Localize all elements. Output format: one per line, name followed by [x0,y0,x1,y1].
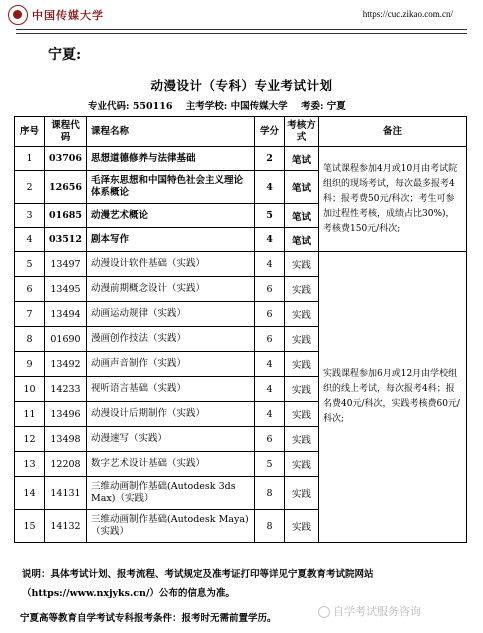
row-index: 9 [15,352,45,377]
course-code: 13497 [45,252,87,277]
program-meta [88,98,356,112]
course-name: 剧本写作 [87,228,255,252]
col-header-code: 课程代码 [45,117,87,147]
exam-method: 实践 [285,427,319,452]
course-credit: 8 [255,477,285,510]
watermark-logo-icon [318,606,330,618]
table-header-row [15,117,467,147]
note-practice-exam: 实践课程参加6月或12月由学校组织的线上考试，每次报考4科；报名费40元/科次，实践考核费60元/科次; [319,252,467,543]
exam-method: 实践 [285,477,319,510]
col-header-credit: 学分 [255,117,285,147]
course-name: 动漫艺术概论 [87,204,255,228]
course-name: 数字艺术设计基础（实践） [87,452,255,477]
footer-note: 说明：具体考试计划、报考流程、考试规定及准考证打印等详见宁夏教育考试院网站（https://www.nxjyks.cn/）公布的信息为准。 [22,569,374,599]
row-index: 3 [15,204,45,228]
exam-method: 实践 [285,277,319,302]
course-code: 13494 [45,302,87,327]
exam-plan-table [14,116,467,543]
exam-method: 实践 [285,252,319,277]
logo-text: 中国传媒大学 [32,9,104,22]
row-index: 1 [15,147,45,171]
course-code: 01690 [45,327,87,352]
row-index: 11 [15,402,45,427]
course-code: 03706 [45,147,87,171]
course-credit: 6 [255,427,285,452]
course-code: 12656 [45,171,87,204]
university-logo [8,4,104,26]
exam-method: 实践 [285,327,319,352]
course-name: 动漫设计后期制作（实践） [87,402,255,427]
exam-method: 实践 [285,302,319,327]
course-credit: 6 [255,277,285,302]
host-school: 主考学校: 中国传媒大学 [185,101,288,112]
exam-method: 实践 [285,402,319,427]
exam-method: 笔试 [285,204,319,228]
exam-method: 实践 [285,352,319,377]
course-code: 14132 [45,510,87,543]
course-name: 漫画创作技法（实践） [87,327,255,352]
header-rule-thick [16,29,467,30]
table-row [15,252,467,277]
course-credit: 5 [255,452,285,477]
course-credit: 4 [255,352,285,377]
document-title: 动漫设计（专科）专业考试计划 [150,78,333,93]
row-index: 12 [15,427,45,452]
course-name: 视听语言基础（实践） [87,377,255,402]
course-code: 13498 [45,427,87,452]
course-code: 13496 [45,402,87,427]
row-index: 8 [15,327,45,352]
course-credit: 6 [255,327,285,352]
exam-method: 笔试 [285,171,319,204]
course-code: 14233 [45,377,87,402]
course-credit: 4 [255,402,285,427]
course-code: 01685 [45,204,87,228]
row-index: 13 [15,452,45,477]
exam-method: 笔试 [285,228,319,252]
course-credit: 6 [255,302,285,327]
course-name: 动漫设计软件基础（实践） [87,252,255,277]
course-name: 三维动画制作基础(Autodesk Maya)（实践） [87,510,255,543]
course-name: 三维动画制作基础(Autodesk 3ds Max)（实践） [87,477,255,510]
col-header-note: 备注 [319,117,467,147]
row-index: 14 [15,477,45,510]
page-header [0,0,483,34]
course-credit: 4 [255,252,285,277]
row-index: 4 [15,228,45,252]
exam-committee: 考委: 宁夏 [300,101,346,112]
exam-method: 实践 [285,377,319,402]
course-name: 动画运动规律（实践） [87,302,255,327]
row-index: 10 [15,377,45,402]
row-index: 6 [15,277,45,302]
course-credit: 4 [255,228,285,252]
col-header-name: 课程名称 [87,117,255,147]
course-name: 毛泽东思想和中国特色社会主义理论体系概论 [87,171,255,204]
row-index: 2 [15,171,45,204]
exam-method: 实践 [285,510,319,543]
program-code: 专业代码: 550116 [88,101,173,112]
col-header-exam: 考核方式 [285,117,319,147]
watermark [318,603,421,619]
table-row [15,147,467,171]
course-credit: 5 [255,204,285,228]
course-name: 动漫速写（实践） [87,427,255,452]
watermark-text: 自学考试服务咨询 [333,605,421,618]
course-name: 动画声音制作（实践） [87,352,255,377]
footer-condition: 宁夏高等教育自学考试专科报考条件：报考时无需前置学历。 [20,613,277,624]
exam-method: 实践 [285,452,319,477]
header-rule-thin [16,33,467,34]
course-code: 13495 [45,277,87,302]
university-seal-icon [8,5,28,25]
row-index: 7 [15,302,45,327]
course-name: 动漫前期概念设计（实践） [87,277,255,302]
course-code: 12208 [45,452,87,477]
course-credit: 2 [255,147,285,171]
course-code: 14131 [45,477,87,510]
course-credit: 4 [255,377,285,402]
course-credit: 8 [255,510,285,543]
region-heading: 宁夏: [48,47,82,63]
note-written-exam: 笔试课程参加4月或10月由考试院组织的现场考试，每次最多报考4科；报考费50元/科次；考生可参加过程性考核，成绩占比30%)，考核费150元/科次; [319,147,467,252]
exam-method: 笔试 [285,147,319,171]
site-url[interactable]: https://cuc.zikao.com.cn/ [362,9,453,19]
course-code: 03512 [45,228,87,252]
course-code: 13492 [45,352,87,377]
col-header-index: 序号 [15,117,45,147]
course-name: 思想道德修养与法律基础 [87,147,255,171]
row-index: 15 [15,510,45,543]
course-credit: 4 [255,171,285,204]
row-index: 5 [15,252,45,277]
